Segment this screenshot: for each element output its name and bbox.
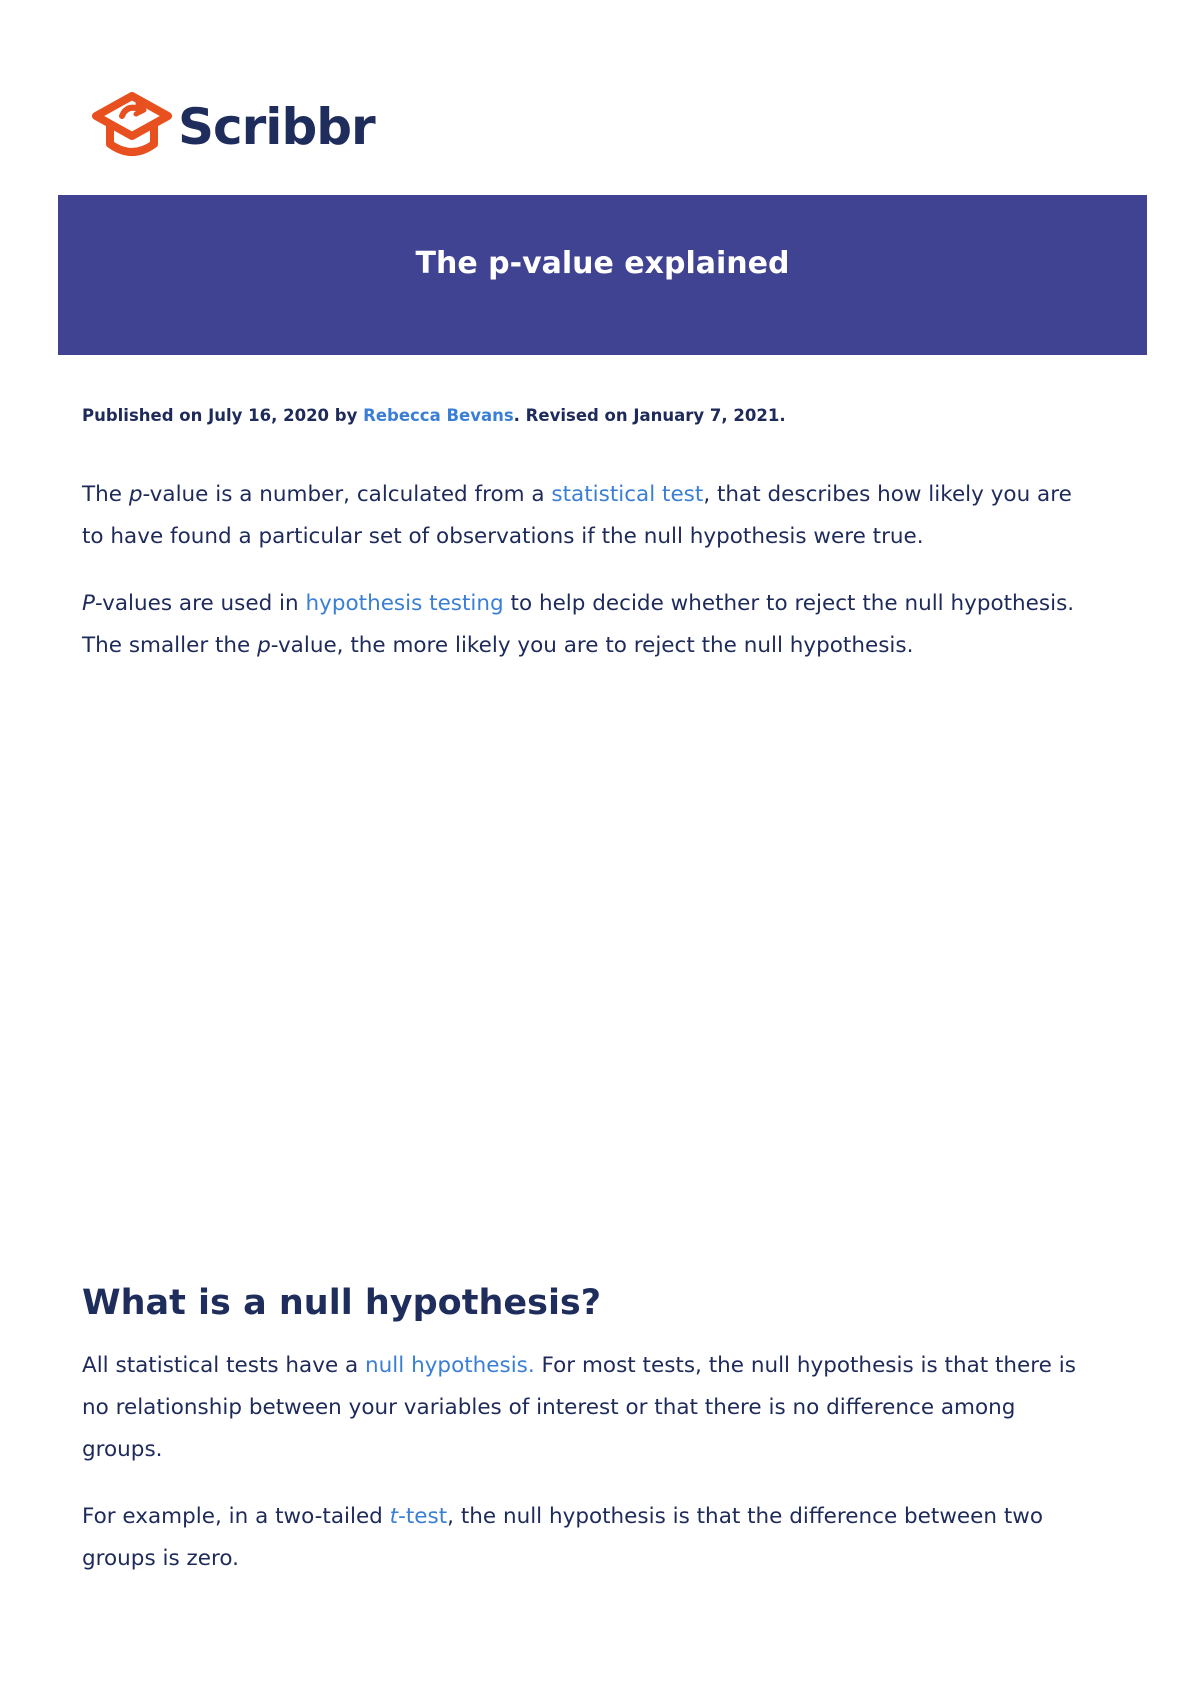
italic-p: p bbox=[257, 633, 271, 658]
intro-paragraph-2 bbox=[82, 583, 1132, 667]
text-run: The smaller the bbox=[82, 633, 258, 658]
section-paragraph-1 bbox=[82, 1345, 1132, 1471]
published-label: Published on July 16, 2020 by bbox=[82, 406, 364, 425]
scribbr-logo[interactable] bbox=[92, 92, 375, 162]
t-test-link[interactable] bbox=[390, 1504, 447, 1529]
text-run: For most tests, the null hypothesis is that there is bbox=[534, 1353, 1076, 1378]
revised-label: . Revised on January 7, 2021. bbox=[513, 406, 786, 425]
publication-meta bbox=[82, 406, 1132, 425]
italic-p: p bbox=[128, 482, 143, 507]
graduation-cap-logo-icon bbox=[92, 92, 172, 162]
title-banner bbox=[58, 195, 1147, 355]
null-hypothesis-link[interactable]: null hypothesis. bbox=[365, 1353, 535, 1378]
author-link[interactable]: Rebecca Bevans bbox=[363, 406, 514, 425]
text-run: no relationship between your variables of interest or that there is no difference among bbox=[82, 1395, 1016, 1420]
text-run: -values are used in bbox=[94, 591, 306, 616]
italic-p: P bbox=[82, 591, 95, 616]
logo-wordmark: Scribbr bbox=[178, 98, 375, 156]
section-paragraph-2 bbox=[82, 1496, 1132, 1580]
text-run: to help decide whether to reject the null hypothesis. bbox=[503, 591, 1075, 616]
text-run: All statistical tests have a bbox=[82, 1353, 366, 1378]
text-run: For example, in a two-tailed bbox=[82, 1504, 390, 1529]
intro-paragraph-1 bbox=[82, 474, 1132, 558]
page-title: The p-value explained bbox=[415, 246, 790, 281]
text-run: -value is a number, calculated from a bbox=[142, 482, 552, 507]
text-run: -value, the more likely you are to reject the null hypothesis. bbox=[270, 633, 914, 658]
hypothesis-testing-link[interactable]: hypothesis testing bbox=[305, 591, 504, 616]
italic-t: t bbox=[389, 1504, 399, 1529]
text-run: The bbox=[82, 482, 129, 507]
text-run: to have found a particular set of observations if the null hypothesis were true. bbox=[82, 524, 924, 549]
link-text: -test bbox=[398, 1504, 448, 1529]
text-run: groups is zero. bbox=[82, 1546, 239, 1571]
text-run: groups. bbox=[82, 1437, 163, 1462]
section-heading: What is a null hypothesis? bbox=[82, 1283, 602, 1323]
text-run: , that describes how likely you are bbox=[703, 482, 1072, 507]
statistical-test-link[interactable]: statistical test bbox=[551, 482, 704, 507]
text-run: , the null hypothesis is that the difference between two bbox=[447, 1504, 1043, 1529]
